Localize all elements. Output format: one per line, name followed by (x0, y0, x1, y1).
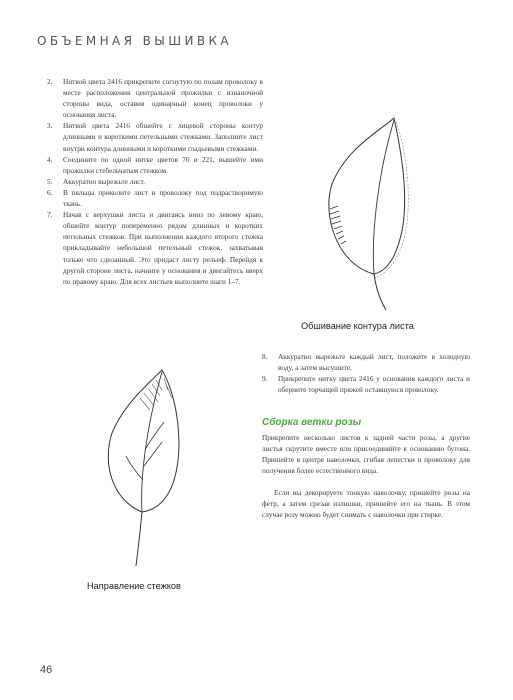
list-item: 9. Прикрепите нитку цвета 2416 у основания каждого листа и оберните торчащей пряжей оставшуюся проволоку. (262, 374, 470, 395)
section-heading: Сборка ветки розы (262, 417, 362, 428)
leaf-stitch-direction-illustration (100, 368, 190, 568)
figure-caption-top: Обшивание контура листа (301, 321, 414, 331)
list-item: 5. Аккуратно вырежьте лист. (47, 176, 145, 186)
figure-caption-bottom: Направление стежков (87, 581, 181, 591)
body-paragraph: Прикрепите несколько листов к задней части розы, а другие листья скрутите вместе или присоединяйте к основанию бутона. Пришейте в центре наволочки, сгибая лепестки и проволоку для получения более естественного вида. (262, 433, 470, 476)
list-item: 4. Соедините по одной нитке цветов 70 и 221, вышейте ими прожилки стебельчатым стежком. (47, 154, 263, 175)
list-item: 2. Ниткой цвета 2416 прикрепите согнутую по полам проволоку в месте расположения центральной прожилки с изнаночной стороны вида, оставив одинарный конец проволоки у основания листа. (47, 77, 263, 120)
running-header: ОБЪЕМНАЯ ВЫШИВКА (37, 34, 232, 48)
list-item: 7. Начав с верхушки листа и двигаясь вниз по левому краю, обшейте контур попеременно рядом длинных и коротких петельных стежков. При выполнении каждого второго стежка прикладывайте небольшой петельный стежок, захватывая только что сделанный. Это придаст листу рельеф. Перейдя к другой стороне листа, начните у основания и двигайтесь вверх по правому краю. Для всех листьев выполните шаги 1–7. (47, 210, 263, 286)
list-item: 8. Аккуратно вырежьте каждый лист, положите в холодную воду, а затем высушите. (262, 352, 470, 373)
instruction-list-left (47, 76, 263, 287)
page-number: 46 (40, 664, 53, 676)
list-item: 3. Ниткой цвета 2416 обшейте с лицевой стороны контур длинными и короткими петельными стежками. Заполните лист внутри контура длинными и короткими гладьевыми стежками. (47, 121, 263, 153)
leaf-outline-illustration (316, 114, 416, 314)
list-item: 6. В пяльцы приколите лист и проволоку под подрастворимую ткань. (47, 187, 263, 209)
instruction-list-right (262, 351, 470, 395)
body-paragraph: Если вы декорируете тонкую наволочку, пришейте розы на фетр, а затем срезав излишки, пришейте его на ткань. В этом случае розу можно будет снимать с наволочки при стирке. (262, 488, 470, 520)
